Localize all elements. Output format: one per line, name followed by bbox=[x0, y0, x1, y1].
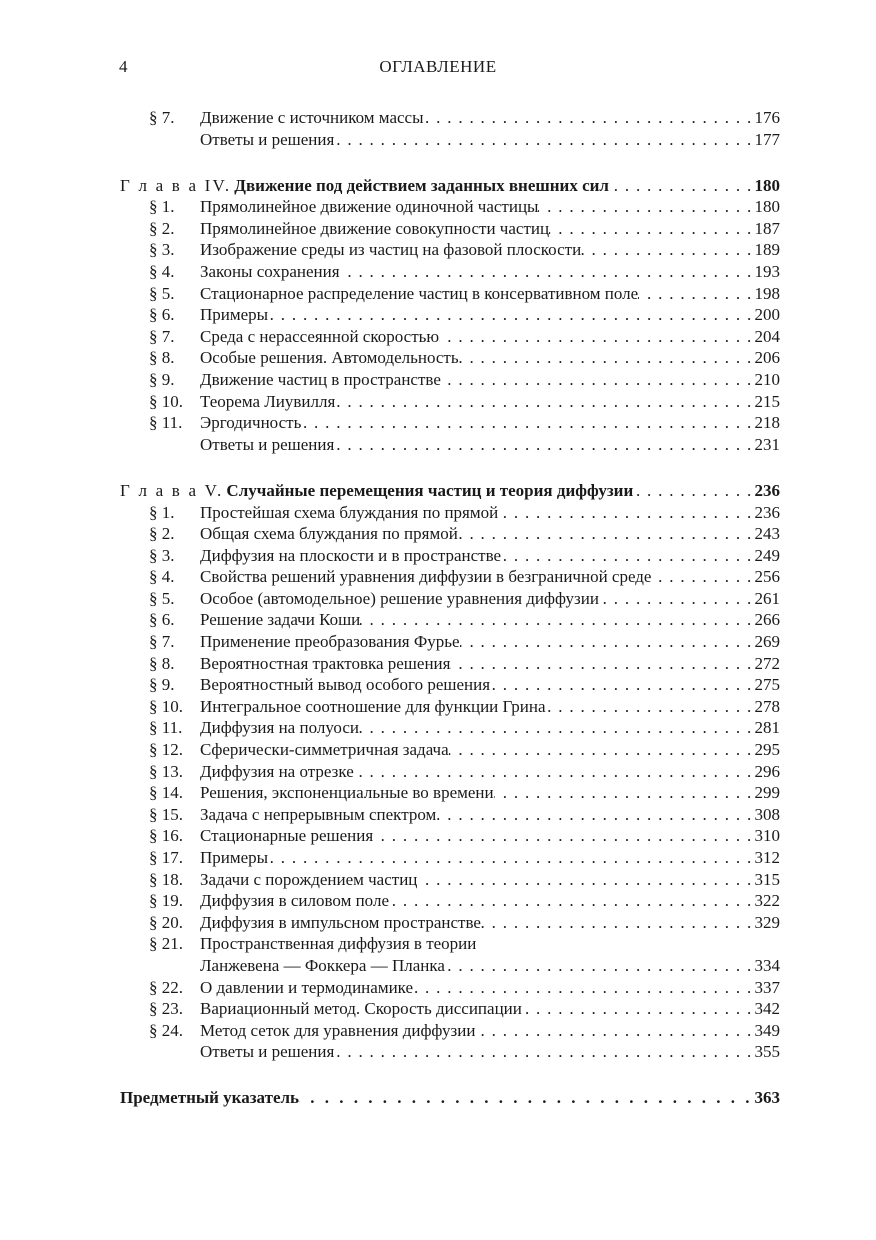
toc-section-entry[interactable] bbox=[120, 998, 780, 1020]
section-spacer bbox=[120, 1063, 780, 1088]
toc-section-entry[interactable] bbox=[120, 545, 780, 567]
entry-title: Движение частиц в пространстве bbox=[200, 370, 441, 390]
entry-title: Движение с источником массы bbox=[200, 108, 424, 127]
entry-page-number: 215 bbox=[754, 391, 780, 411]
entry-number: § 11. bbox=[149, 718, 183, 738]
entry-title: Ответы и решения bbox=[200, 129, 335, 149]
entry-number: § 1. bbox=[149, 502, 175, 522]
entry-page-number: 355 bbox=[754, 1042, 780, 1062]
toc-section-entry[interactable] bbox=[120, 129, 780, 151]
toc-section-entry[interactable] bbox=[120, 869, 780, 891]
entry-number: § 3. bbox=[149, 545, 175, 565]
entry-number bbox=[120, 434, 200, 456]
entry-title: Прямолинейное движение совокупности частиц bbox=[200, 218, 550, 238]
dot-leader bbox=[413, 977, 754, 999]
dot-leader bbox=[481, 912, 755, 934]
dot-leader bbox=[335, 391, 754, 413]
entry-page-number: 329 bbox=[754, 912, 780, 932]
entry-page-number: 363 bbox=[754, 1088, 780, 1108]
entry-page-number: 200 bbox=[754, 305, 780, 325]
toc-section-entry[interactable] bbox=[120, 912, 780, 934]
toc-section-entry[interactable] bbox=[120, 588, 780, 610]
toc-section-entry[interactable] bbox=[120, 412, 780, 434]
dot-leader bbox=[581, 239, 754, 261]
entry-number: § 17. bbox=[149, 848, 183, 867]
dot-leader bbox=[449, 739, 755, 761]
entry-number: § 13. bbox=[149, 761, 183, 781]
entry-number: § 23. bbox=[149, 999, 183, 1019]
entry-number: § 20. bbox=[149, 912, 183, 932]
entry-page-number: 218 bbox=[754, 413, 780, 433]
toc-section-entry[interactable] bbox=[120, 196, 780, 218]
table-of-contents bbox=[120, 107, 780, 1109]
entry-title: Сферически-симметричная задача bbox=[200, 740, 449, 760]
toc-section-entry[interactable] bbox=[120, 326, 780, 348]
dot-leader bbox=[633, 480, 754, 502]
entry-number: § 18. bbox=[149, 869, 183, 889]
entry-number: § 12. bbox=[149, 740, 183, 760]
entry-page-number: 177 bbox=[754, 129, 780, 149]
entry-page-number: 206 bbox=[754, 348, 780, 368]
entry-number: § 14. bbox=[149, 783, 183, 803]
toc-section-entry[interactable] bbox=[120, 761, 780, 783]
entry-page-number: 249 bbox=[754, 545, 780, 565]
entry-number: § 6. bbox=[149, 305, 175, 325]
dot-leader bbox=[334, 1041, 754, 1063]
entry-number: § 24. bbox=[149, 1020, 183, 1040]
toc-section-entry[interactable] bbox=[120, 609, 780, 631]
entry-page-number: 322 bbox=[754, 891, 780, 911]
toc-section-entry[interactable] bbox=[120, 1020, 780, 1042]
toc-section-entry[interactable] bbox=[120, 283, 780, 305]
dot-leader bbox=[360, 609, 754, 631]
toc-section-entry[interactable] bbox=[120, 804, 780, 826]
entry-page-number: 349 bbox=[754, 1020, 780, 1040]
dot-leader bbox=[475, 1020, 754, 1042]
entry-title: Вероятностный вывод особого решения bbox=[200, 675, 491, 695]
entry-page-number: 180 bbox=[754, 175, 780, 195]
entry-number: § 7. bbox=[149, 632, 175, 652]
entry-title: Случайные перемещения частиц и теория диффузии bbox=[226, 480, 634, 500]
entry-number bbox=[120, 129, 200, 151]
dot-leader bbox=[268, 304, 754, 326]
dot-leader bbox=[459, 347, 755, 369]
page-number: 4 bbox=[119, 57, 128, 76]
entry-page-number: 269 bbox=[754, 632, 780, 652]
entry-number: § 7. bbox=[149, 108, 175, 127]
entry-page-number: 210 bbox=[754, 370, 780, 390]
dot-leader bbox=[460, 631, 755, 653]
dot-leader bbox=[494, 782, 755, 804]
entry-title: Задачи с порождением частиц bbox=[200, 869, 418, 889]
entry-number: § 4. bbox=[149, 567, 175, 587]
entry-page-number: 275 bbox=[754, 675, 780, 695]
dot-leader bbox=[538, 196, 754, 218]
entry-title: О давлении и термодинамике bbox=[200, 977, 414, 997]
entry-title: Предметный указатель bbox=[120, 1088, 300, 1108]
toc-section-entry[interactable] bbox=[120, 218, 780, 240]
entry-title: Задача с непрерывным спектром bbox=[200, 804, 437, 824]
entry-number bbox=[120, 955, 200, 977]
entry-title: Диффузия на полуоси bbox=[200, 718, 359, 738]
entry-number: § 7. bbox=[149, 326, 175, 346]
entry-title: Особые решения. Автомодельность bbox=[200, 348, 459, 368]
dot-leader bbox=[476, 933, 780, 955]
entry-title: Стационарные решения bbox=[200, 826, 374, 846]
entry-number: § 11. bbox=[149, 413, 183, 433]
section-spacer bbox=[120, 455, 780, 480]
toc-section-entry[interactable] bbox=[120, 239, 780, 261]
entry-title: Свойства решений уравнения диффузии в безграничной среде bbox=[200, 567, 652, 587]
entry-title: Движение под действием заданных внешних сил bbox=[234, 175, 609, 195]
entry-number: Г л а в а V. bbox=[120, 480, 224, 500]
toc-section-entry[interactable] bbox=[120, 717, 780, 739]
entry-page-number: 308 bbox=[754, 804, 780, 824]
entry-title: Применение преобразования Фурье bbox=[200, 632, 460, 652]
entry-page-number: 295 bbox=[754, 740, 780, 760]
entry-page-number: 198 bbox=[754, 283, 780, 303]
entry-title: Диффузия в силовом поле bbox=[200, 891, 389, 911]
dot-leader bbox=[522, 998, 755, 1020]
entry-page-number: 236 bbox=[754, 502, 780, 522]
entry-title: Простейшая схема блуждания по прямой bbox=[200, 502, 499, 522]
dot-leader bbox=[599, 588, 755, 610]
toc-section-entry[interactable] bbox=[120, 391, 780, 413]
dot-leader bbox=[424, 107, 755, 129]
entry-title: Диффузия на плоскости и в пространстве bbox=[200, 545, 502, 565]
entry-title: Прямолинейное движение одиночной частицы bbox=[200, 197, 539, 217]
dot-leader bbox=[501, 545, 754, 567]
dot-leader bbox=[638, 283, 754, 305]
entry-page-number: 261 bbox=[754, 588, 780, 608]
entry-title: Среда с нерассеянной скоростью bbox=[200, 326, 440, 346]
entry-title: Стационарное распределение частиц в консервативном поле bbox=[200, 283, 639, 303]
entry-title: Изображение среды из частиц на фазовой плоскости bbox=[200, 240, 582, 260]
dot-leader bbox=[549, 218, 754, 240]
entry-number bbox=[120, 1041, 200, 1063]
entry-page-number: 312 bbox=[754, 848, 780, 867]
entry-page-number: 180 bbox=[754, 197, 780, 217]
toc-section-entry[interactable] bbox=[120, 890, 780, 912]
dot-leader bbox=[334, 434, 754, 456]
toc-index-entry[interactable] bbox=[120, 1087, 780, 1109]
entry-page-number: 278 bbox=[754, 696, 780, 716]
toc-section-entry[interactable] bbox=[120, 261, 780, 283]
entry-number: § 16. bbox=[149, 826, 183, 846]
toc-section-entry[interactable] bbox=[120, 674, 780, 696]
entry-number: § 8. bbox=[149, 348, 175, 368]
toc-section-entry[interactable] bbox=[120, 631, 780, 653]
entry-page-number: 236 bbox=[754, 480, 780, 500]
entry-title: Законы сохранения bbox=[200, 262, 340, 282]
toc-section-entry[interactable] bbox=[120, 825, 780, 847]
toc-chapter-entry[interactable] bbox=[120, 175, 780, 197]
entry-number: § 2. bbox=[149, 524, 175, 544]
entry-number: § 21. bbox=[149, 934, 183, 954]
entry-number: § 9. bbox=[149, 675, 175, 695]
entry-number: § 5. bbox=[149, 283, 175, 303]
entry-page-number: 342 bbox=[754, 999, 780, 1019]
toc-section-entry[interactable] bbox=[120, 696, 780, 718]
entry-number: § 9. bbox=[149, 370, 175, 390]
entry-number: § 22. bbox=[149, 977, 183, 997]
entry-page-number: 231 bbox=[754, 434, 780, 454]
entry-title: Диффузия на отрезке bbox=[200, 761, 354, 781]
toc-section-entry[interactable] bbox=[120, 566, 780, 588]
dot-leader bbox=[445, 955, 755, 977]
dot-leader bbox=[389, 890, 755, 912]
toc-section-entry[interactable] bbox=[120, 523, 780, 545]
toc-section-entry[interactable] bbox=[120, 347, 780, 369]
entry-page-number: 334 bbox=[754, 955, 780, 975]
entry-page-number: 176 bbox=[754, 108, 780, 127]
entry-page-number: 204 bbox=[754, 326, 780, 346]
toc-section-entry[interactable] bbox=[120, 933, 780, 955]
entry-page-number: 189 bbox=[754, 240, 780, 260]
dot-leader bbox=[490, 674, 754, 696]
entry-title: Эргодичность bbox=[200, 413, 302, 433]
dot-leader bbox=[359, 717, 755, 739]
dot-leader bbox=[651, 566, 754, 588]
running-header-title: ОГЛАВЛЕНИЕ bbox=[379, 57, 497, 76]
toc-section-entry[interactable] bbox=[120, 955, 780, 977]
toc-section-entry[interactable] bbox=[120, 739, 780, 761]
dot-leader bbox=[334, 129, 754, 151]
entry-title: Ланжевена — Фоккера — Планка bbox=[200, 955, 445, 975]
entry-number: § 4. bbox=[149, 262, 175, 282]
dot-leader bbox=[450, 653, 754, 675]
dot-leader bbox=[609, 175, 755, 197]
dot-leader bbox=[340, 261, 755, 283]
toc-section-entry[interactable] bbox=[120, 304, 780, 326]
dot-leader bbox=[301, 412, 754, 434]
entry-number: Г л а в а IV. bbox=[120, 175, 232, 195]
entry-number: § 10. bbox=[149, 391, 183, 411]
entry-page-number: 296 bbox=[754, 761, 780, 781]
entry-title: Решение задачи Коши bbox=[200, 610, 361, 630]
entry-title: Вероятностная трактовка решения bbox=[200, 653, 451, 673]
dot-leader bbox=[268, 847, 754, 869]
entry-page-number: 281 bbox=[754, 718, 780, 738]
entry-title: Решения, экспоненциальные во времени bbox=[200, 783, 494, 803]
entry-title: Ответы и решения bbox=[200, 434, 335, 454]
toc-section-entry[interactable] bbox=[120, 369, 780, 391]
entry-title: Диффузия в импульсном пространстве bbox=[200, 912, 481, 932]
entry-page-number: 337 bbox=[754, 977, 780, 997]
dot-leader bbox=[546, 696, 755, 718]
entry-number: § 8. bbox=[149, 653, 175, 673]
toc-section-entry[interactable] bbox=[120, 847, 780, 869]
dot-leader bbox=[299, 1087, 754, 1109]
toc-section-entry[interactable] bbox=[120, 434, 780, 456]
toc-section-entry[interactable] bbox=[120, 107, 780, 129]
entry-title: Примеры bbox=[200, 305, 269, 325]
dot-leader bbox=[498, 502, 754, 524]
entry-page-number: 266 bbox=[754, 610, 780, 630]
entry-page-number: 315 bbox=[754, 869, 780, 889]
dot-leader bbox=[417, 869, 754, 891]
dot-leader bbox=[441, 369, 755, 391]
dot-leader bbox=[436, 804, 754, 826]
entry-number: § 15. bbox=[149, 804, 183, 824]
entry-page-number: 310 bbox=[754, 826, 780, 846]
entry-title: Особое (автомодельное) решение уравнения диффузии bbox=[200, 588, 599, 608]
entry-number: § 3. bbox=[149, 240, 175, 260]
entry-number: § 19. bbox=[149, 891, 183, 911]
entry-page-number: 272 bbox=[754, 653, 780, 673]
entry-title: Вариационный метод. Скорость диссипации bbox=[200, 999, 522, 1019]
entry-title: Общая схема блуждания по прямой bbox=[200, 524, 458, 544]
entry-number: § 6. bbox=[149, 610, 175, 630]
dot-leader bbox=[354, 761, 755, 783]
entry-title: Ответы и решения bbox=[200, 1042, 335, 1062]
entry-page-number: 299 bbox=[754, 783, 780, 803]
dot-leader bbox=[458, 523, 755, 545]
entry-page-number: 256 bbox=[754, 567, 780, 587]
entry-number: § 10. bbox=[149, 696, 183, 716]
toc-section-entry[interactable] bbox=[120, 977, 780, 999]
toc-section-entry[interactable] bbox=[120, 1041, 780, 1063]
entry-page-number: 187 bbox=[754, 218, 780, 238]
entry-title: Теорема Лиувилля bbox=[200, 391, 336, 411]
entry-number: § 5. bbox=[149, 588, 175, 608]
toc-section-entry[interactable] bbox=[120, 502, 780, 524]
entry-page-number: 193 bbox=[754, 262, 780, 282]
entry-title: Пространственная диффузия в теории bbox=[200, 934, 477, 954]
dot-leader bbox=[373, 825, 754, 847]
toc-section-entry[interactable] bbox=[120, 782, 780, 804]
section-spacer bbox=[120, 150, 780, 175]
toc-chapter-entry[interactable] bbox=[120, 480, 780, 502]
entry-title: Интегральное соотношение для функции Грина bbox=[200, 696, 546, 716]
entry-page-number: 243 bbox=[754, 524, 780, 544]
entry-number: § 1. bbox=[149, 197, 175, 217]
entry-title: Метод сеток для уравнения диффузии bbox=[200, 1020, 476, 1040]
dot-leader bbox=[439, 326, 754, 348]
entry-number: § 2. bbox=[149, 218, 175, 238]
toc-section-entry[interactable] bbox=[120, 653, 780, 675]
entry-title: Примеры bbox=[200, 848, 269, 867]
